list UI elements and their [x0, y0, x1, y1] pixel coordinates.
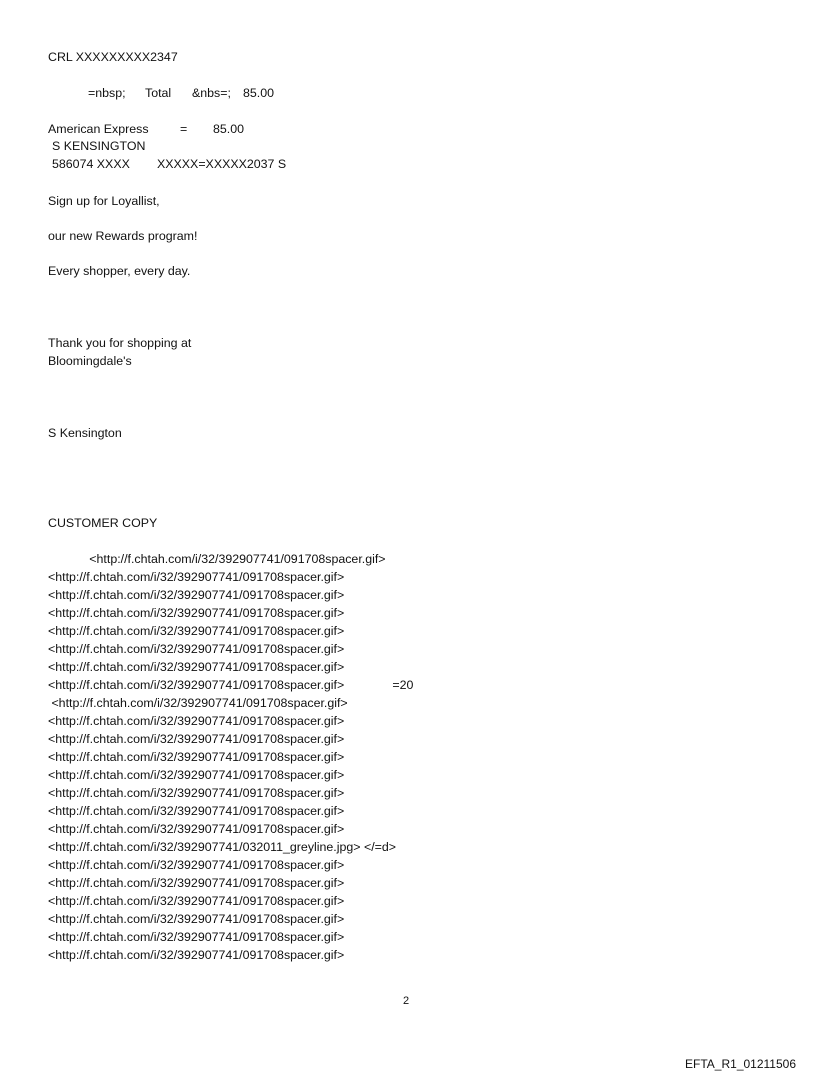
- url-line: <http://f.chtah.com/i/32/392907741/091708spacer.gif>: [48, 696, 348, 710]
- signature: S Kensington: [48, 426, 122, 440]
- payment-amount: 85.00: [213, 122, 245, 136]
- total-amount: 85.00: [243, 86, 275, 100]
- promo-line-1: Sign up for Loyallist,: [48, 194, 160, 208]
- promo-line-2: our new Rewards program!: [48, 229, 198, 243]
- url-line: <http://f.chtah.com/i/32/392907741/091708spacer.gif>: [48, 948, 345, 962]
- url-line: <http://f.chtah.com/i/32/392907741/032011_greyline.jpg> </=d>: [48, 840, 397, 854]
- url-line: <http://f.chtah.com/i/32/392907741/091708spacer.gif>: [48, 606, 345, 620]
- url-line: <http://f.chtah.com/i/32/392907741/091708spacer.gif>: [48, 786, 345, 800]
- url-line: <http://f.chtah.com/i/32/392907741/091708spacer.gif>: [48, 894, 345, 908]
- total-entity: &nbs=;: [192, 86, 231, 100]
- url-line: <http://f.chtah.com/i/32/392907741/091708spacer.gif>: [48, 732, 345, 746]
- url-line: <http://f.chtah.com/i/32/392907741/091708spacer.gif>: [48, 714, 345, 728]
- url-line: <http://f.chtah.com/i/32/392907741/091708spacer.gif>: [48, 912, 345, 926]
- url-line: <http://f.chtah.com/i/32/392907741/091708spacer.gif>: [48, 570, 345, 584]
- total-label: Total: [145, 86, 172, 100]
- customer-copy-label: CUSTOMER COPY: [48, 516, 158, 530]
- total-prefix: =nbsp;: [88, 86, 126, 100]
- url-line: <http://f.chtah.com/i/32/392907741/091708spacer.gif>: [48, 552, 386, 566]
- url-line: <http://f.chtah.com/i/32/392907741/091708spacer.gif>: [48, 822, 345, 836]
- url-line: <http://f.chtah.com/i/32/392907741/091708spacer.gif>: [48, 642, 345, 656]
- url-line: <http://f.chtah.com/i/32/392907741/091708spacer.gif>: [48, 750, 345, 764]
- card-line: CRL XXXXXXXXX2347: [48, 50, 178, 64]
- payment-method: American Express: [48, 122, 149, 136]
- thanks-line-2: Bloomingdale's: [48, 354, 132, 368]
- url-list: [48, 550, 413, 964]
- account-left: 586074 XXXX: [52, 157, 130, 171]
- url-line: <http://f.chtah.com/i/32/392907741/091708spacer.gif>: [48, 768, 345, 782]
- url-line: <http://f.chtah.com/i/32/392907741/091708spacer.gif>: [48, 660, 345, 674]
- url-line: <http://f.chtah.com/i/32/392907741/091708spacer.gif>: [48, 858, 345, 872]
- page-number: 2: [403, 995, 410, 1007]
- promo-line-3: Every shopper, every day.: [48, 264, 191, 278]
- document-id: EFTA_R1_01211506: [685, 1057, 796, 1071]
- thanks-line-1: Thank you for shopping at: [48, 336, 192, 350]
- account-right: XXXXX=XXXXX2037 S: [157, 157, 287, 171]
- payment-equals: =: [180, 122, 188, 136]
- url-line: <http://f.chtah.com/i/32/392907741/091708spacer.gif>: [48, 624, 345, 638]
- url-line: <http://f.chtah.com/i/32/392907741/091708spacer.gif>: [48, 930, 345, 944]
- url-line: <http://f.chtah.com/i/32/392907741/091708spacer.gif>: [48, 588, 345, 602]
- url-line: <http://f.chtah.com/i/32/392907741/091708spacer.gif>: [48, 876, 345, 890]
- cardholder-name: S KENSINGTON: [52, 139, 146, 153]
- url-line: <http://f.chtah.com/i/32/392907741/091708spacer.gif> =20: [48, 678, 414, 692]
- url-line: <http://f.chtah.com/i/32/392907741/091708spacer.gif>: [48, 804, 345, 818]
